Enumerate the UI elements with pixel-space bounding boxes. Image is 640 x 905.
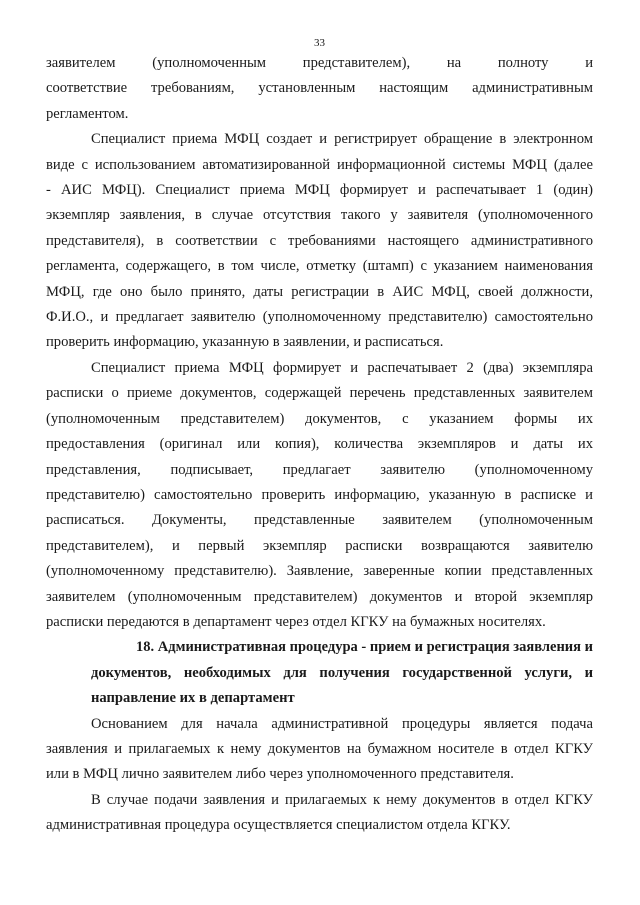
paragraph-procedure-basis: [46, 712, 593, 788]
text-line: представителем), и первый экземпляр расписки возвращаются заявителю: [46, 537, 593, 554]
text-line: экземпляр заявления, в случае отсутствия такого у заявителя (уполномоченного: [46, 207, 593, 224]
paragraph-continuation: [46, 51, 593, 127]
text-line: МФЦ, где оно было принято, даты регистрации в АИС МФЦ, своей должности,: [46, 283, 593, 300]
text-line: административная процедура осуществляется специалистом отдела КГКУ.: [46, 817, 511, 834]
text-line: расписки о приеме документов, содержащей перечень представленных заявителем: [46, 385, 593, 402]
paragraph-ais-registration: [46, 127, 593, 356]
text-line: заявления и прилагаемых к нему документов на бумажном носителе в отдел КГКУ: [46, 740, 593, 757]
paragraph-receipt: [46, 356, 593, 635]
text-line: представления, подписывает, предлагает заявителю (уполномоченному: [46, 461, 593, 478]
heading-line: документов, необходимых для получения государственной услуги, и: [91, 664, 593, 681]
text-line: заявителем (уполномоченным представителем), на полноту и: [46, 55, 593, 71]
text-line: представителю) самостоятельно проверить информацию, указанную в расписке и: [46, 486, 593, 503]
section-heading-18: [46, 635, 593, 711]
text-line: или в МФЦ лично заявителем либо через уполномоченного представителя.: [46, 766, 514, 783]
text-line: регламентом.: [46, 105, 129, 122]
text-line: - АИС МФЦ). Специалист приема МФЦ формирует и распечатывает 1 (один): [46, 182, 593, 199]
text-line: заявителем (уполномоченным представителем) документов и второй экземпляр: [46, 588, 593, 605]
text-line: Специалист приема МФЦ формирует и распечатывает 2 (два) экземпляра: [91, 359, 593, 376]
heading-line: направление их в департамент: [91, 690, 295, 707]
text-line: проверить информацию, указанную в заявлении, и расписаться.: [46, 334, 444, 351]
paragraph-kgku-submission: [46, 788, 593, 839]
text-line: Ф.И.О., и предлагает заявителю (уполномоченному представителю) самостоятельно: [46, 309, 593, 326]
heading-line: 18. Административная процедура - прием и регистрация заявления и: [136, 639, 593, 656]
text-line: (уполномоченным представителем) документов, с указанием формы их: [46, 410, 593, 427]
text-line: (уполномоченному представителю). Заявление, заверенные копии представленных: [46, 563, 593, 580]
text-line: расписки передаются в департамент через отдел КГКУ на бумажных носителях.: [46, 613, 546, 630]
text-line: Основанием для начала административной процедуры является подача: [91, 715, 593, 732]
text-line: предоставления (оригинал или копия), количества экземпляров и даты их: [46, 436, 593, 453]
text-line: В случае подачи заявления и прилагаемых к нему документов в отдел КГКУ: [91, 791, 593, 808]
text-line: регламента, содержащего, в том числе, отметку (штамп) с указанием наименования: [46, 258, 593, 275]
text-line: Специалист приема МФЦ создает и регистрирует обращение в электронном: [91, 131, 593, 148]
text-line: представителя), в соответствии с требованиями настоящего административного: [46, 232, 593, 249]
page-number: 33: [314, 37, 325, 49]
text-line: виде с использованием автоматизированной информационной системы МФЦ (далее: [46, 156, 593, 173]
text-line: расписаться. Документы, представленные заявителем (уполномоченным: [46, 512, 593, 529]
text-line: соответствие требованиям, установленным настоящим административным: [46, 80, 593, 97]
